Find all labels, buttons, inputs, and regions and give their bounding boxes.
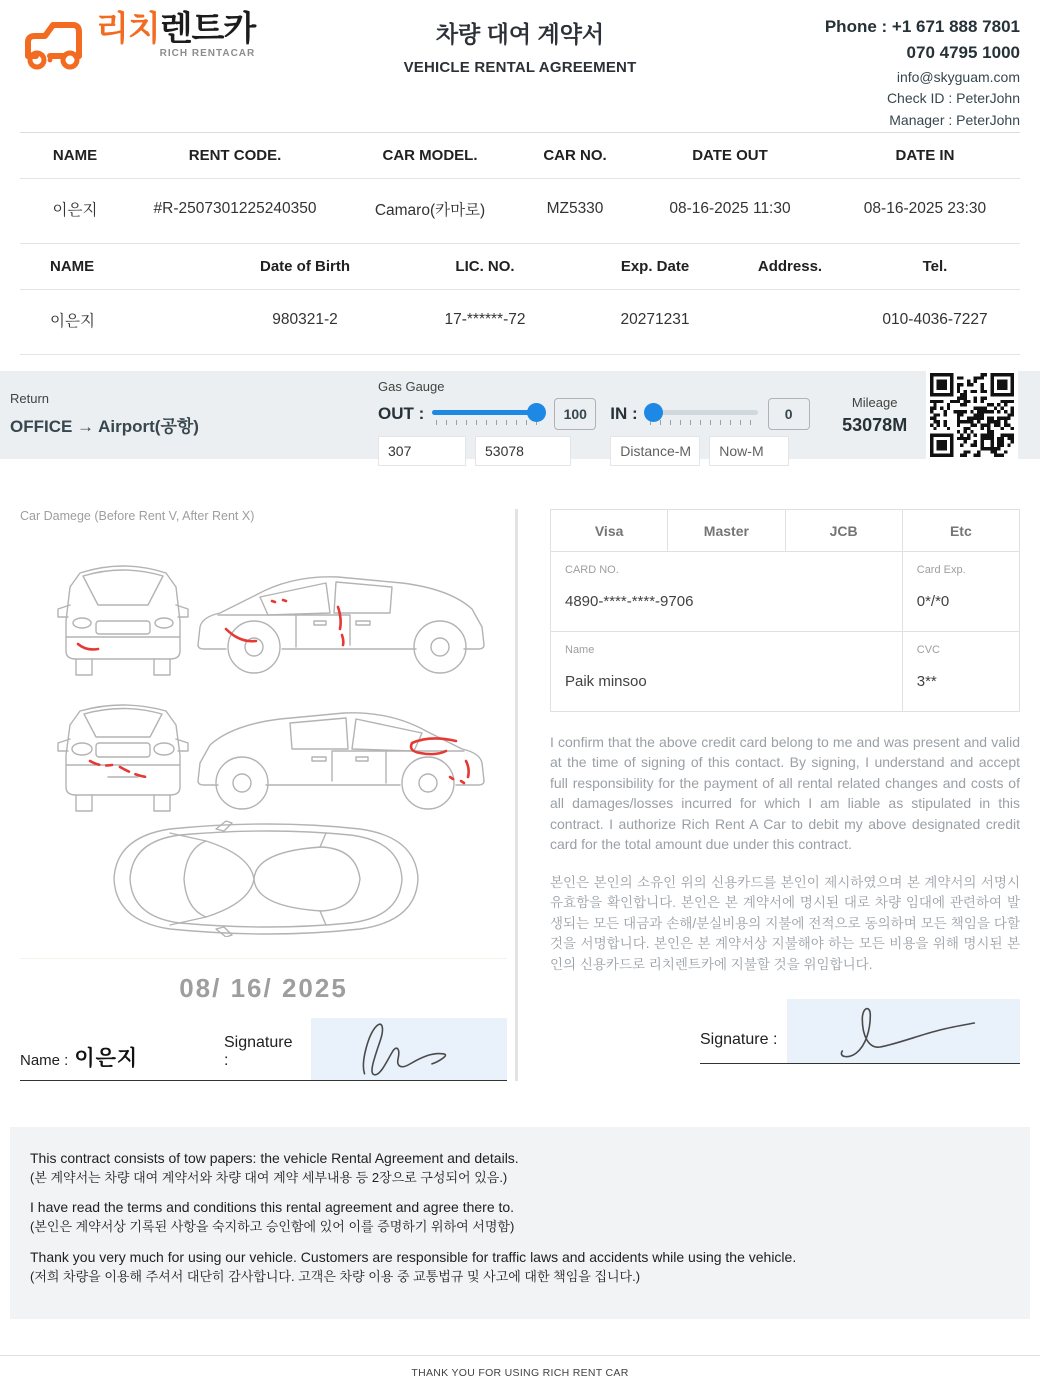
- card-holder-value: Paik minsoo: [565, 673, 647, 690]
- card-type-visa[interactable]: Visa: [551, 510, 668, 552]
- car-no: MZ5330: [520, 179, 630, 244]
- gas-gauge-label: Gas Gauge: [378, 379, 445, 394]
- car-model: Camaro(카마로): [340, 179, 520, 244]
- logo-subtitle: RICH RENTACAR: [159, 48, 256, 59]
- name-label: Name :: [20, 1052, 69, 1069]
- gauge-band: [0, 371, 1040, 459]
- mileage-value: 53078M: [842, 415, 908, 435]
- agreement-date: 08/ 16/ 2025: [20, 958, 507, 1004]
- cardholder-signature-label: Signature :: [700, 1031, 778, 1049]
- footer-line-2-ko: (본인은 계약서상 기록된 사항을 숙지하고 승인함에 있어 이를 증명하기 위하여 서명함): [30, 1219, 515, 1235]
- col-lic-no: LIC. NO.: [390, 244, 580, 290]
- date-out: 08-16-2025 11:30: [630, 179, 830, 244]
- driver-tel: 010-4036-7227: [850, 290, 1020, 355]
- col-driver-name: NAME: [20, 244, 220, 290]
- in-gauge-label: IN :: [610, 404, 638, 423]
- in-gauge-slider[interactable]: [646, 403, 758, 425]
- email-address: info@skyguam.com: [896, 68, 1020, 85]
- date-in: 08-16-2025 23:30: [830, 179, 1020, 244]
- renter-name-value: 이은지: [74, 1047, 139, 1070]
- col-rent-code: RENT CODE.: [130, 133, 340, 179]
- confirmation-text-english: I confirm that the above credit card belong to me and was present and valid at the time of signing of this contact. By signing, I understand and accept full responsibility for the payment of all rental related changes and costs of all damages/losses incurred for which I am liable as stipulated in this contract. I authorize Rich Rent A Car to debit my above designated credit card for the total amount due under this contract.: [550, 734, 1020, 853]
- driver-table-header-row: [20, 244, 1020, 290]
- card-number-label: CARD NO.: [565, 564, 619, 576]
- card-holder-field[interactable]: [551, 632, 903, 712]
- card-number-value: 4890-****-****-9706: [565, 593, 694, 610]
- car-logo-icon: [20, 16, 94, 74]
- rent-code: #R-2507301225240350: [130, 179, 340, 244]
- distance-input[interactable]: [378, 436, 466, 466]
- car-damage-panel: [20, 509, 518, 1081]
- rental-info-table: [20, 132, 1020, 244]
- in-gauge-value[interactable]: 0: [768, 398, 810, 430]
- footer-line-1-en: This contract consists of tow papers: the vehicle Rental Agreement and details.: [30, 1150, 519, 1166]
- phone-number-2: 070 4795 1000: [906, 43, 1020, 63]
- driver-address: [730, 290, 850, 355]
- driver-exp-date: 20271231: [580, 290, 730, 355]
- terms-footer: [10, 1127, 1030, 1319]
- return-label: Return: [10, 391, 50, 406]
- mileage-label: Mileage: [851, 395, 898, 410]
- company-logo: [20, 12, 350, 74]
- card-type-etc[interactable]: Etc: [902, 510, 1019, 552]
- col-address: Address.: [730, 244, 850, 290]
- card-cvc-label: CVC: [916, 644, 940, 656]
- rental-table-header-row: [20, 133, 1020, 179]
- page-header: [0, 0, 1040, 132]
- bottom-thanks-bar: [0, 1355, 1040, 1381]
- renter-name-field: [20, 1042, 206, 1081]
- qr-code: [926, 371, 1018, 459]
- credit-card-table: [550, 509, 1020, 712]
- out-slider-thumb[interactable]: [527, 403, 546, 422]
- footer-line-3-en: Thank you very much for using our vehicle. Customers are responsible for traffic laws and accidents while using the vehicle.: [30, 1248, 797, 1265]
- renter-name: 이은지: [20, 179, 130, 244]
- card-holder-label: Name: [565, 644, 595, 656]
- distance-m-input[interactable]: [610, 436, 700, 466]
- now-m-input[interactable]: [709, 436, 789, 466]
- col-name: NAME: [20, 133, 130, 179]
- footer-line-1-ko: (본 계약서는 차량 대여 계약서와 차량 대여 계약 세부내용 등 2장으로 구성되어 있음.): [30, 1169, 508, 1185]
- card-cvc-value: 3**: [916, 673, 937, 690]
- car-damage-diagram[interactable]: [20, 529, 510, 937]
- driver-table-row: [20, 290, 1020, 355]
- car-damage-label: Car Damege (Before Rent V, After Rent X): [20, 509, 255, 523]
- driver-lic-no: 17-******-72: [390, 290, 580, 355]
- signature-label: Signature :: [224, 1034, 293, 1069]
- footer-line-3-ko: (저희 차량을 이용해 주셔서 대단히 감사합니다. 고객은 차량 이용 중 교통법규 및 사고에 대한 책임을 집니다.): [30, 1268, 641, 1284]
- card-exp-label: Card Exp.: [916, 564, 966, 576]
- phone-number-1: Phone : +1 671 888 7801: [824, 17, 1020, 36]
- col-birth: Date of Birth: [220, 244, 390, 290]
- driver-birth: 980321-2: [220, 290, 390, 355]
- out-gauge-value[interactable]: 100: [554, 398, 596, 430]
- col-date-out: DATE OUT: [630, 133, 830, 179]
- cardholder-signature-pad[interactable]: [787, 999, 1020, 1063]
- renter-signature-pad[interactable]: [311, 1018, 507, 1080]
- in-slider-thumb[interactable]: [644, 403, 663, 422]
- col-car-no: CAR NO.: [520, 133, 630, 179]
- check-id: Check ID : PeterJohn: [886, 90, 1020, 107]
- card-number-field[interactable]: [551, 552, 903, 632]
- out-gauge-label: OUT :: [378, 404, 425, 423]
- return-route: OFFICE → Airport(공항): [10, 417, 199, 436]
- manager-name: Manager : PeterJohn: [889, 112, 1020, 129]
- thank-you-text: THANK YOU FOR USING RICH RENT CAR: [411, 1367, 629, 1379]
- col-date-in: DATE IN: [830, 133, 1020, 179]
- footer-line-2-en: I have read the terms and conditions this rental agreement and agree there to.: [30, 1199, 515, 1216]
- contact-info: [690, 12, 1020, 132]
- document-title-english: VEHICLE RENTAL AGREEMENT: [403, 59, 637, 76]
- card-cvc-field[interactable]: [902, 632, 1019, 712]
- card-exp-value: 0*/*0: [916, 593, 950, 610]
- driver-info-table: [20, 244, 1020, 355]
- col-exp-date: Exp. Date: [580, 244, 730, 290]
- odometer-input[interactable]: [475, 436, 571, 466]
- rental-table-row: [20, 179, 1020, 244]
- logo-wordmark: 리치렌트카: [96, 10, 256, 48]
- confirmation-text-korean: 본인은 본인의 소유인 위의 신용카드를 본인이 제시하였으며 본 계약서의 서명시 유효함을 확인합니다. 본인은 본 계약서에 명시된 대로 차량 임대에 관련하여 발생되는 모든 대금과 손해/분실비용의 지불에 전적으로 동의하며 모든 책임을 다할 것을 서명합니다. 본인은 본 계약서상 지불해야 하는 모든 비용을 위해 명시된 본인의 신용카드로 리치렌트카에 지불할 것을 위임합니다.: [550, 874, 1020, 972]
- document-title-korean: 차량 대여 계약서: [435, 21, 605, 47]
- driver-name: 이은지: [20, 290, 220, 355]
- out-gauge-slider[interactable]: [432, 403, 544, 425]
- card-exp-field[interactable]: [902, 552, 1019, 632]
- col-car-model: CAR MODEL.: [340, 133, 520, 179]
- card-type-jcb[interactable]: JCB: [785, 510, 902, 552]
- card-type-master[interactable]: Master: [668, 510, 785, 552]
- col-tel: Tel.: [850, 244, 1020, 290]
